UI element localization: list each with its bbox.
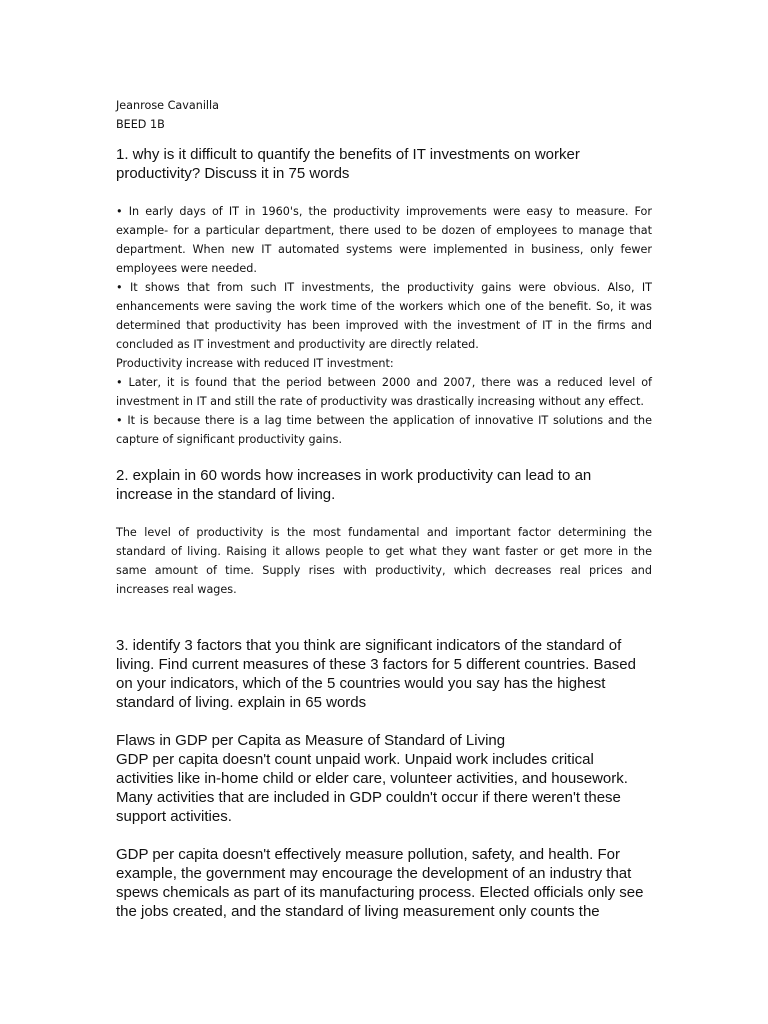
answer-3-paragraph: GDP per capita doesn't effectively measure pollution, safety, and health. For example, the government may encourage the development of an industry that spews chemicals as part of its manufacturing process. Elected officials only see the jobs created, and the standard of living measurement only counts the bbox=[116, 846, 644, 920]
answer-3-heading: Flaws in GDP per Capita as Measure of Standard of Living bbox=[116, 732, 506, 749]
question-3: 3. identify 3 factors that you think are significant indicators of the standard of living. Find current measures of these 3 factors for 5 different countries. Based on your indicators, which of the 5 countries would you say has the highest standard of living. explain in 65 words bbox=[116, 637, 636, 711]
answer-1 bbox=[116, 202, 652, 449]
answer-2: The level of productivity is the most fundamental and important factor determining the standard of living. Raising it allows people to get what they want faster or get more in the same amount of time. Supply rises with productivity, which decreases real prices and increases real wages. bbox=[116, 526, 652, 596]
answer-1-paragraph: • Later, it is found that the period between 2000 and 2007, there was a reduced level of investment in IT and still the rate of productivity was drastically increasing without any effect. bbox=[116, 376, 652, 408]
answer-1-paragraph: • In early days of IT in 1960's, the productivity improvements were easy to measure. For example- for a particular department, there used to be dozen of employees to manage that department. When new IT automated systems were implemented in business, only fewer employees were needed. bbox=[116, 205, 652, 275]
answer-1-subheading: Productivity increase with reduced IT investment: bbox=[116, 357, 394, 370]
answer-3-paragraph: GDP per capita doesn't count unpaid work. Unpaid work includes critical activities like in-home child or elder care, volunteer activities, and housework. Many activities that are included in GDP couldn't occur if there weren't these support activities. bbox=[116, 751, 628, 825]
answer-1-paragraph: • It shows that from such IT investments, the productivity gains were obvious. Also, IT enhancements were saving the work time of the workers which one of the benefit. So, it was determined that productivity has been improved with the investment of IT in the firms and concluded as IT investment and productivity are directly related. bbox=[116, 281, 652, 351]
question-1: 1. why is it difficult to quantify the benefits of IT investments on worker productivity? Discuss it in 75 words bbox=[116, 146, 580, 182]
question-2: 2. explain in 60 words how increases in work productivity can lead to an increase in the standard of living. bbox=[116, 467, 592, 503]
answer-3-section bbox=[116, 731, 652, 826]
answer-1-paragraph: • It is because there is a lag time between the application of innovative IT solutions and the capture of significant productivity gains. bbox=[116, 414, 652, 446]
document-content bbox=[116, 96, 652, 921]
author-name: Jeanrose Cavanilla bbox=[116, 99, 220, 112]
class-section: BEED 1B bbox=[116, 118, 165, 131]
answer-3-section-continued bbox=[116, 845, 652, 921]
